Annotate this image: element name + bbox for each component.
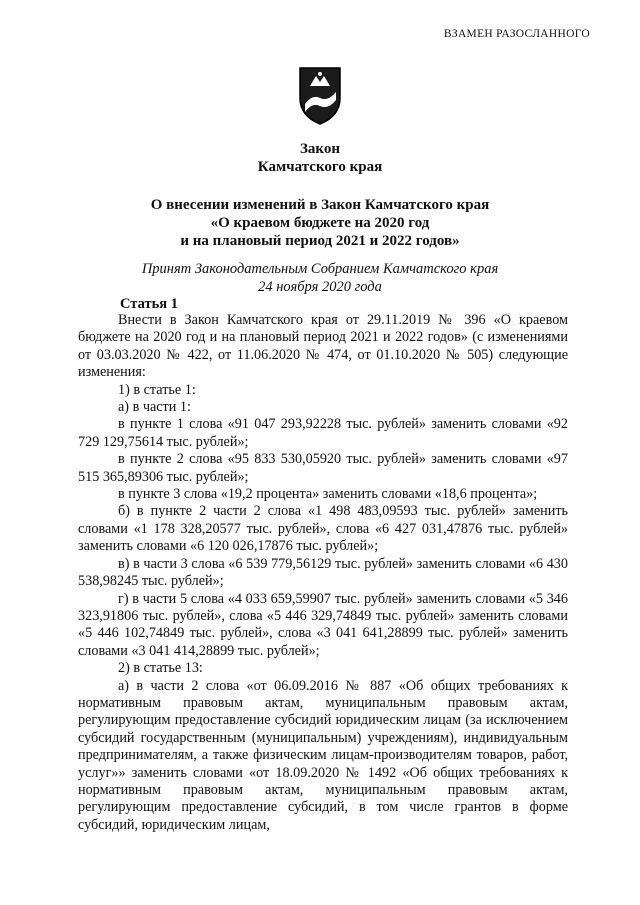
kamchatka-coat-of-arms-icon bbox=[296, 64, 344, 126]
stamp-text: ВЗАМЕН РАЗОСЛАННОГО bbox=[443, 28, 590, 40]
paragraph: 2) в статье 13: bbox=[118, 660, 203, 677]
law-subject-line-1: О внесении изменений в Закон Камчатского края bbox=[150, 197, 490, 213]
paragraph: а) в части 2 слова «от 06.09.2016 № 887 «Об общих требованиях к нормативным правовым актам, муниципальным правовым актам, регулирующим предоставление субсидий юридическим лицам (за исключением субсидий государственным (муниципальным) учреждениям), индивидуальным предпринимателям, а также физическим лицам-производителям товаров, работ, услуг»» заменить словами «от 18.09.2020 № 1492 «Об общих требованиях к нормативным правовым актам, муниципальным правовым актам, регулирующим предоставление субсидий, в том числе грантов в форме субсидий, юридическим лицам, bbox=[78, 677, 568, 833]
adoption-body: Принят Законодательным Собранием Камчатского края bbox=[141, 261, 499, 277]
law-subject-line-2: «О краевом бюджете на 2020 год bbox=[210, 215, 430, 231]
paragraph: б) в пункте 2 части 2 слова «1 498 483,09593 тыс. рублей» заменить словами «1 178 328,20577 тыс. рублей», слова «6 427 031,47876 тыс. рублей» заменить словами «6 120 026,17876 тыс. рублей»; bbox=[78, 503, 568, 555]
paragraph: в) в части 3 слова «6 539 779,56129 тыс. рублей» заменить словами «6 430 538,98245 тыс. рублей»; bbox=[78, 555, 568, 590]
law-subject-line-3: и на плановый период 2021 и 2022 годов» bbox=[180, 233, 460, 249]
adoption-date: 24 ноября 2020 года bbox=[258, 279, 382, 295]
article-body bbox=[78, 312, 568, 834]
adoption-note bbox=[0, 260, 640, 296]
law-title bbox=[0, 140, 640, 176]
law-title-line-2: Камчатского края bbox=[257, 159, 383, 175]
article-title: Статья 1 bbox=[120, 296, 178, 312]
paragraph: в пункте 1 слова «91 047 293,92228 тыс. рублей» заменить словами «92 729 129,75614 тыс. рублей»; bbox=[78, 416, 568, 450]
paragraph: Внести в Закон Камчатского края от 29.11.2019 № 396 «О краевом бюджете на 2020 год и на плановый период 2021 и 2022 годов» (с изменениями от 03.03.2020 № 422, от 11.06.2020 № 474, от 01.10.2020 № 505) следующие изменения: bbox=[78, 312, 568, 381]
law-title-line-1: Закон bbox=[299, 141, 340, 157]
paragraph: а) в части 1: bbox=[118, 399, 191, 416]
paragraph: г) в части 5 слова «4 033 659,59907 тыс. рублей» заменить словами «5 346 323,91806 тыс. рублей», слова «5 446 329,74849 тыс. рублей» заменить словами «5 446 102,74849 тыс. рублей», слова «3 041 641,28899 тыс. рублей» заменить словами «3 041 414,28899 тыс. рублей»; bbox=[78, 590, 568, 659]
law-subject bbox=[0, 196, 640, 250]
paragraph: 1) в статье 1: bbox=[118, 381, 196, 398]
paragraph: в пункте 2 слова «95 833 530,05920 тыс. рублей» заменить словами «97 515 365,89306 тыс. рублей»; bbox=[78, 451, 568, 485]
paragraph: в пункте 3 слова «19,2 процента» заменить словами «18,6 процента»; bbox=[118, 486, 538, 503]
